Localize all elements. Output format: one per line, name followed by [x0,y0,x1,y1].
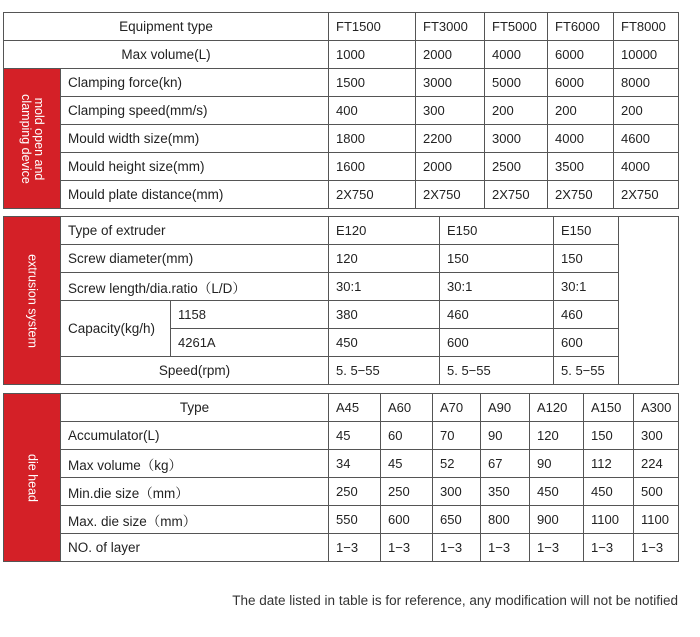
die-head-table [3,393,679,562]
value-cell: 2200 [416,125,485,153]
value-cell: 800 [481,506,530,534]
value-cell: 2X750 [614,181,679,209]
model-cell: A70 [433,394,481,422]
value-cell: 1100 [634,506,679,534]
value-cell: 600 [381,506,433,534]
value-cell: 30:1 [554,273,619,301]
sub-row-label: 4261A [171,329,329,357]
value-cell: 1800 [329,125,416,153]
value-cell: 120 [329,245,440,273]
value-cell: 2500 [485,153,548,181]
table-row [4,357,679,385]
table-row [4,153,679,181]
value-cell: 1−3 [584,534,634,562]
value-cell: 250 [381,478,433,506]
model-cell: FT8000 [614,13,679,41]
value-cell: 2X750 [329,181,416,209]
row-label: Screw diameter(mm) [61,245,329,273]
model-cell: A60 [381,394,433,422]
value-cell: 2X750 [548,181,614,209]
value-cell: 4000 [485,41,548,69]
row-label: Min.die size（mm） [61,478,329,506]
value-cell: 3000 [416,69,485,97]
table-row [4,69,679,97]
row-label: NO. of layer [61,534,329,562]
row-label: Mould height size(mm) [61,153,329,181]
row-label: Mould width size(mm) [61,125,329,153]
extrusion-system-table [3,216,679,385]
value-cell: 900 [530,506,584,534]
empty-cell [619,217,679,385]
value-cell: 460 [554,301,619,329]
section-label-line: clamping device [19,93,33,184]
value-cell: 5. 5−55 [440,357,554,385]
value-cell: 150 [584,422,634,450]
sub-row-label: 1158 [171,301,329,329]
table-row [4,450,679,478]
value-cell: 350 [481,478,530,506]
value-cell: 1−3 [381,534,433,562]
model-cell: A120 [530,394,584,422]
section-label: extrusion system [25,253,40,348]
value-cell: 500 [634,478,679,506]
value-cell: 30:1 [329,273,440,301]
table-row [4,506,679,534]
value-cell: 4600 [614,125,679,153]
section-label-line: mold open and [32,97,46,180]
value-cell: 2000 [416,153,485,181]
value-cell: E150 [440,217,554,245]
value-cell: 5. 5−55 [554,357,619,385]
clamping-device-table [3,12,679,209]
table-row [4,13,679,41]
model-cell: FT1500 [329,13,416,41]
table-row [4,245,679,273]
row-label: Max volume（kg） [61,450,329,478]
value-cell: 450 [329,329,440,357]
row-label: Screw length/dia.ratio（L/D） [61,273,329,301]
value-cell: E150 [554,217,619,245]
value-cell: 450 [584,478,634,506]
value-cell: 1−3 [481,534,530,562]
section-label-extrusion [4,217,61,385]
value-cell: 2000 [416,41,485,69]
value-cell: 52 [433,450,481,478]
row-label: Capacity(kg/h) [61,301,171,357]
model-cell: A45 [329,394,381,422]
table-row [4,97,679,125]
model-cell: FT5000 [485,13,548,41]
value-cell: 650 [433,506,481,534]
value-cell: 600 [554,329,619,357]
value-cell: 4000 [548,125,614,153]
table-row [4,534,679,562]
table-row [4,394,679,422]
value-cell: 1000 [329,41,416,69]
row-label: Clamping speed(mm/s) [61,97,329,125]
value-cell: 1−3 [329,534,381,562]
value-cell: 1600 [329,153,416,181]
model-cell: A300 [634,394,679,422]
row-label: Mould plate distance(mm) [61,181,329,209]
table-row [4,301,679,329]
value-cell: 60 [381,422,433,450]
value-cell: 1−3 [634,534,679,562]
value-cell: 5000 [485,69,548,97]
value-cell: 150 [554,245,619,273]
section-label-clamping [4,69,61,209]
table-row [4,41,679,69]
value-cell: 67 [481,450,530,478]
value-cell: 6000 [548,69,614,97]
value-cell: 90 [530,450,584,478]
model-cell: A150 [584,394,634,422]
value-cell: 300 [416,97,485,125]
value-cell: E120 [329,217,440,245]
table-row [4,422,679,450]
table-row [4,273,679,301]
value-cell: 120 [530,422,584,450]
value-cell: 300 [433,478,481,506]
type-header: Type [61,394,329,422]
equipment-type-header: Equipment type [4,13,329,41]
table-row [4,181,679,209]
row-label: Clamping force(kn) [61,69,329,97]
row-label: Speed(rpm) [61,357,329,385]
row-label: Type of extruder [61,217,329,245]
footnote: The date listed in table is for reference, any modification will not be notified [232,593,678,608]
row-label: Max. die size（mm） [61,506,329,534]
value-cell: 600 [440,329,554,357]
value-cell: 90 [481,422,530,450]
value-cell: 5. 5−55 [329,357,440,385]
value-cell: 250 [329,478,381,506]
value-cell: 10000 [614,41,679,69]
value-cell: 70 [433,422,481,450]
value-cell: 400 [329,97,416,125]
value-cell: 460 [440,301,554,329]
value-cell: 380 [329,301,440,329]
section-label-die-head [4,394,61,562]
section-label: die head [25,453,40,502]
table-row [4,478,679,506]
value-cell: 45 [329,422,381,450]
value-cell: 200 [614,97,679,125]
value-cell: 550 [329,506,381,534]
value-cell: 2X750 [485,181,548,209]
value-cell: 150 [440,245,554,273]
value-cell: 112 [584,450,634,478]
value-cell: 1−3 [530,534,584,562]
value-cell: 1100 [584,506,634,534]
table-row [4,217,679,245]
table-row [4,125,679,153]
value-cell: 45 [381,450,433,478]
value-cell: 3500 [548,153,614,181]
value-cell: 4000 [614,153,679,181]
value-cell: 3000 [485,125,548,153]
value-cell: 1−3 [433,534,481,562]
value-cell: 300 [634,422,679,450]
model-cell: FT3000 [416,13,485,41]
value-cell: 34 [329,450,381,478]
value-cell: 2X750 [416,181,485,209]
row-label: Accumulator(L) [61,422,329,450]
value-cell: 30:1 [440,273,554,301]
value-cell: 8000 [614,69,679,97]
value-cell: 450 [530,478,584,506]
value-cell: 200 [548,97,614,125]
row-label: Max volume(L) [4,41,329,69]
value-cell: 224 [634,450,679,478]
value-cell: 1500 [329,69,416,97]
model-cell: A90 [481,394,530,422]
value-cell: 200 [485,97,548,125]
value-cell: 6000 [548,41,614,69]
model-cell: FT6000 [548,13,614,41]
